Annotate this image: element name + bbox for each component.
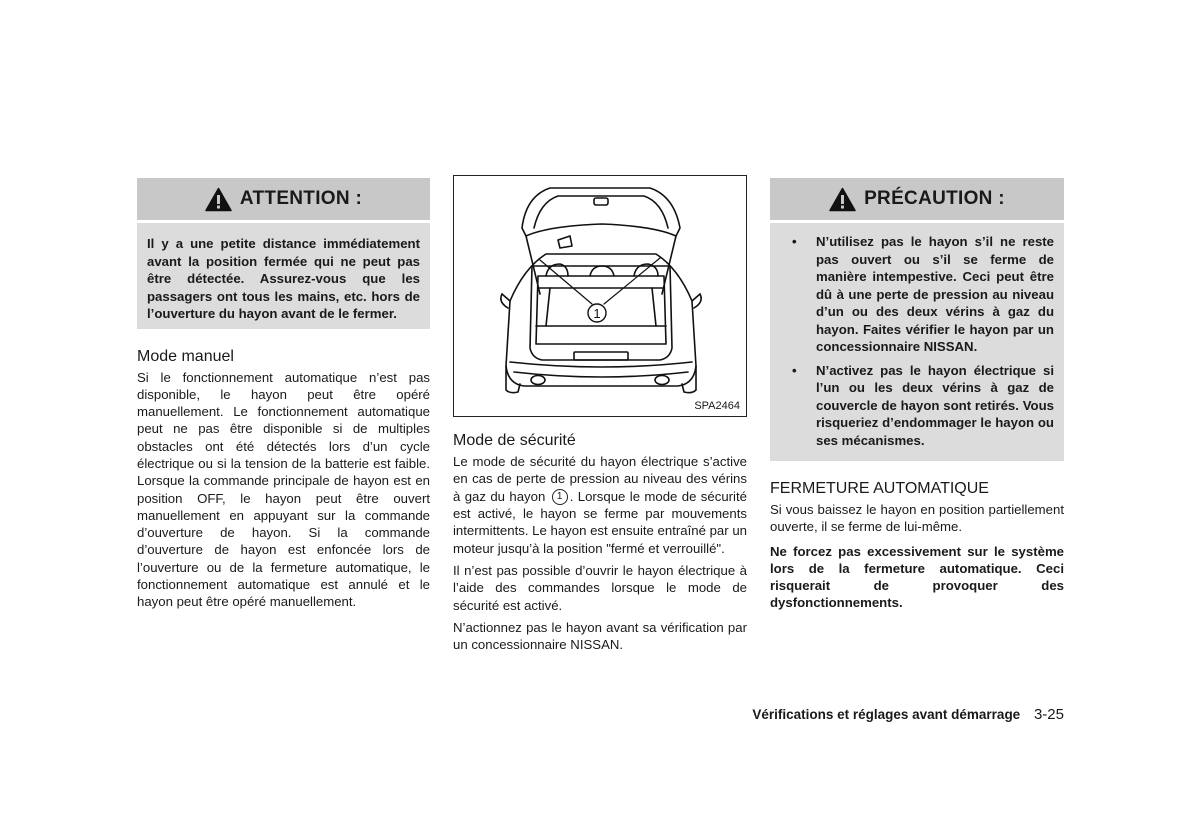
page-footer	[720, 706, 1064, 723]
mode-securite-p2: Il n’est pas possible d’ouvrir le hayon électrique à l’aide des commandes lorsque le mode de sécurité est activé.	[453, 563, 747, 613]
middle-column	[453, 175, 747, 653]
precaution-title: PRÉCAUTION :	[864, 188, 1005, 209]
precaution-item: • N’utilisez pas le hayon s’il ne reste pas ouvert ou s’il se ferme de manière intempestive. Ceci peut être dû à une perte de pression au niveau d’un ou des deux vérins à gaz du hayon. Faites vérifier le hayon par un concessionnaire NISSAN.	[792, 234, 1054, 354]
mode-securite-p3: N’actionnez pas le hayon avant sa vérification par un concessionnaire NISSAN.	[453, 619, 747, 653]
precaution-box	[770, 223, 1064, 461]
attention-header	[137, 178, 430, 220]
left-column	[137, 178, 430, 611]
attention-box	[137, 223, 430, 329]
mode-securite-p1-b: . Lorsque le mode de sécurité est activé, le hayon se ferme par mouvements intermittents. Le hayon est ensuite entraîné par un moteur jusqu’à la position "fermé et verrouillé".	[453, 488, 747, 556]
footer-title: Vérifications et réglages avant démarrage	[752, 707, 1021, 722]
warning-icon	[829, 187, 856, 212]
mode-securite-p1-a: Le mode de sécurité du hayon électrique s’active en cas de perte de pression au niveau des vérins à gaz du hayon	[453, 454, 747, 504]
figure-code: SPA2464	[694, 400, 740, 412]
tailgate-figure	[453, 175, 747, 417]
car-rear-illustration	[454, 176, 746, 416]
mode-manuel-text: Si le fonctionnement automatique n’est pas disponible, le hayon peut être opéré manuellement. Le fonctionnement automatique peut ne pas être disponible si de multiples obstacles ont été détectés lors d’un cycle électrique ou si la tension de la batterie est faible. Lorsque la commande principale de hayon est en position OFF, le hayon peut être ouvert manuellement en appuyant sur la commande d’ouverture de hayon. Si la commande d’ouverture de hayon est enfoncée lors de l’ouverture ou de la fermeture automatique, le fonctionnement automatique est annulé et le hayon peut être opéré manuellement.	[137, 369, 430, 610]
mode-manuel-heading: Mode manuel	[137, 347, 234, 365]
fermeture-text: Si vous baissez le hayon en position partiellement ouverte, il se ferme de lui-même.	[770, 502, 1064, 535]
mode-securite-p1	[453, 453, 747, 557]
attention-text: Il y a une petite distance immédiatement avant la position fermée qui ne peut pas être détectée. Assurez-vous que les passagers ont tous les mains, etc. hors de l’ouverture du hayon avant de le fermer.	[147, 236, 420, 321]
callout-marker: 1	[552, 489, 568, 505]
attention-title: ATTENTION :	[239, 188, 363, 209]
fermeture-heading: FERMETURE AUTOMATIQUE	[770, 480, 989, 497]
page-number: 3-25	[1033, 706, 1064, 723]
precaution-list	[780, 233, 1054, 449]
right-column	[770, 178, 1064, 612]
bullet: •	[792, 362, 797, 378]
precaution-header	[770, 178, 1064, 220]
callout-number: 1	[593, 306, 601, 321]
precaution-item: • N’activez pas le hayon électrique si l’un ou les deux vérins à gaz de couvercle de hayon sont retirés. Vous risqueriez d’endommager le hayon ou ses mécanismes.	[792, 362, 1054, 448]
bullet: •	[792, 234, 797, 249]
warning-icon	[205, 187, 232, 212]
mode-securite-heading: Mode de sécurité	[453, 432, 576, 449]
fermeture-bold-text: Ne forcez pas excessivement sur le système lors de la fermeture automatique. Ceci risquerait de provoquer des dysfonctionnements.	[770, 543, 1064, 611]
